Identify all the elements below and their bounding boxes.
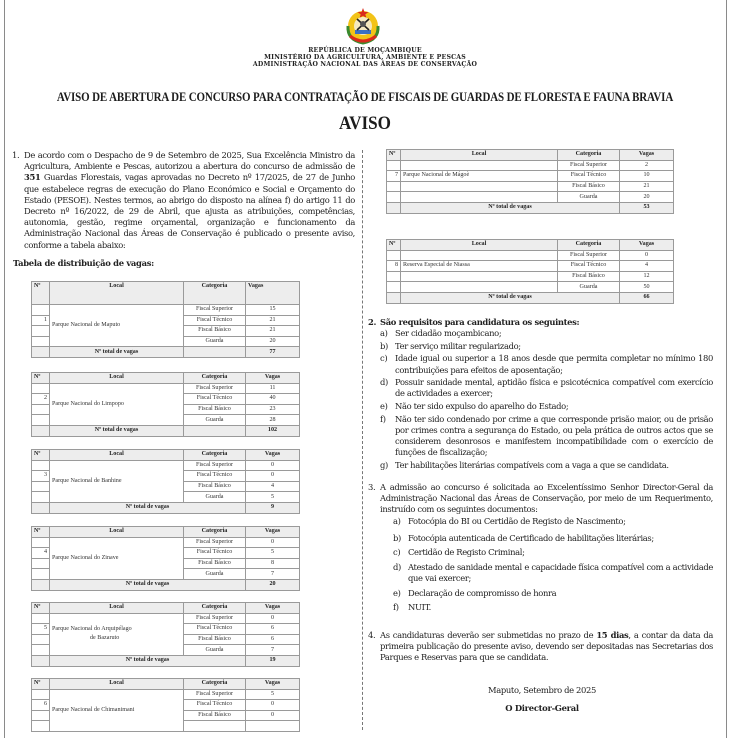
vacancies: 10 [620, 171, 674, 182]
list-text: Fotocópia autenticada de Certificado de habilitações literárias; [408, 532, 654, 543]
header-categoria: Categoria [184, 373, 246, 384]
category: Guarda [184, 492, 246, 503]
total-row [32, 655, 300, 666]
table-row [387, 271, 674, 282]
category: Fiscal Superior [184, 383, 246, 394]
vacancies: 21 [246, 315, 300, 326]
total-value: 102 [246, 425, 300, 436]
list-text: Atestado de sanidade mental e capacidade física compatível com a actividade que vai exercer; [408, 561, 713, 584]
list-text: Não ter sido condenado por crime a que corresponde prisão maior, ou de prisão por crimes contra a segurança do Estado, ou pela prática de outros actos que se considerem desonrosos e manifestem incompatibilidade com o exercício de funções de fiscalização; [395, 413, 713, 458]
table-row [32, 305, 300, 316]
category: Fiscal Técnico [184, 394, 246, 405]
list-item [380, 377, 713, 399]
vacancies: 23 [246, 404, 300, 415]
table-row [387, 171, 674, 182]
local-empty [401, 271, 558, 282]
table-row [387, 282, 674, 293]
row-number: 3 [32, 471, 50, 482]
row-number [387, 250, 401, 261]
header-vagas: Vagas [246, 373, 300, 384]
total-row [32, 425, 300, 436]
header-categoria: Categoria [184, 282, 246, 305]
row-number: 7 [387, 171, 401, 182]
list-item [380, 460, 713, 471]
header-categoria: Categoria [184, 679, 246, 690]
category: Fiscal Básico [184, 558, 246, 569]
place-date: Maputo, Setembro de 2025 [488, 685, 596, 695]
vacancy-table [31, 281, 300, 358]
total-row [32, 502, 300, 513]
category: Fiscal Técnico [184, 471, 246, 482]
category: Fiscal Básico [184, 710, 246, 721]
table-row [32, 383, 300, 394]
category: Fiscal Técnico [184, 624, 246, 635]
row-number [387, 181, 401, 192]
vacancies: 15 [246, 305, 300, 316]
local-name [401, 250, 558, 261]
category: Fiscal Superior [184, 537, 246, 548]
row-number [32, 634, 50, 645]
vacancy-table [31, 449, 300, 514]
vacancies: 12 [620, 271, 674, 282]
local-name-text: Parque Nacional de Maputo [52, 322, 121, 329]
documents-list [393, 516, 713, 614]
row-number [32, 305, 50, 316]
local-name [50, 537, 184, 579]
row-number [32, 460, 50, 471]
category: Fiscal Técnico [184, 700, 246, 711]
row-number: 1 [32, 315, 50, 326]
header-num: Nº [32, 282, 50, 305]
local-name [50, 460, 184, 502]
total-value: 19 [246, 655, 300, 666]
list-letter: b) [380, 340, 388, 351]
row-number [32, 613, 50, 624]
list-text: NUIT. [408, 602, 431, 613]
total-value: 53 [620, 202, 674, 213]
vacancies: 4 [246, 481, 300, 492]
total-label: Nº total de vagas [50, 502, 246, 513]
list-letter: d) [380, 377, 388, 388]
administration-header: ADMINISTRAÇÃO NACIONAL DAS ÁREAS DE CONSERVAÇÃO [252, 61, 478, 68]
list-item [380, 414, 713, 459]
section-4 [368, 630, 713, 664]
vacancies: 0 [246, 710, 300, 721]
table-row [387, 181, 674, 192]
category: Fiscal Técnico [558, 171, 620, 182]
list-letter: a) [380, 328, 388, 339]
list-text: Ser cidadão moçambicano; [395, 328, 502, 339]
vacancies: 21 [246, 326, 300, 337]
category: Fiscal Básico [184, 481, 246, 492]
vacancy-table [31, 526, 300, 591]
list-text: Não ter sido expulso do aparelho do Estado; [395, 400, 569, 411]
total-row [32, 347, 300, 358]
header-local: Local [50, 282, 184, 305]
total-value: 20 [246, 579, 300, 590]
list-item [380, 328, 713, 339]
list-text: Possuir sanidade mental, aptidão física e psicotécnica compatível com exercício de actividades a exercer; [395, 377, 713, 399]
list-item [380, 353, 713, 375]
list-item [393, 602, 713, 613]
vacancies: 6 [246, 624, 300, 635]
local-empty [401, 192, 558, 203]
category: Fiscal Superior [184, 460, 246, 471]
vacancy-table [31, 372, 300, 437]
table-row [387, 261, 674, 272]
header-local: Local [50, 373, 184, 384]
vacancies: 0 [246, 471, 300, 482]
row-number [32, 415, 50, 426]
category: Fiscal Técnico [558, 261, 620, 272]
header-vagas: Vagas [620, 150, 674, 161]
category: Fiscal Básico [184, 634, 246, 645]
vacancies: 7 [246, 645, 300, 656]
requirements-list [380, 328, 713, 471]
total-value: 77 [246, 347, 300, 358]
category: Fiscal Superior [184, 689, 246, 700]
section-4-text-a: As candidaturas deverão ser submetidas no prazo de [380, 630, 597, 640]
table-row [387, 250, 674, 261]
category: Fiscal Superior [558, 250, 620, 261]
header-local: Local [401, 240, 558, 251]
header-local: Local [50, 450, 184, 461]
row-number [32, 481, 50, 492]
cell-cut-off [184, 721, 246, 732]
list-text: Fotocópia do BI ou Certidão de Registo de Nascimento; [408, 515, 626, 526]
total-blank [32, 502, 50, 513]
category: Fiscal Superior [184, 613, 246, 624]
list-letter: f) [393, 602, 399, 613]
local-name [50, 689, 184, 731]
section-3 [368, 482, 713, 617]
header-num: Nº [32, 679, 50, 690]
vacancies: 40 [246, 394, 300, 405]
category: Guarda [184, 415, 246, 426]
row-number [32, 326, 50, 337]
local-empty: Reserva Especial de Niassa [401, 261, 558, 272]
section-2 [368, 317, 713, 472]
header-vagas: Vagas [246, 603, 300, 614]
list-text: Declaração de compromisso de honra [408, 587, 557, 598]
list-text: Ter habilitações literárias compatíveis com a vaga a que se candidata. [395, 459, 669, 470]
list-item [380, 341, 713, 352]
category: Fiscal Básico [558, 271, 620, 282]
total-blank [387, 292, 401, 303]
local-empty [401, 181, 558, 192]
list-item [393, 588, 713, 599]
header-num: Nº [32, 450, 50, 461]
list-item [393, 562, 713, 584]
header-categoria: Categoria [558, 150, 620, 161]
vacancies: 0 [246, 700, 300, 711]
header-num: Nº [32, 527, 50, 538]
header-local: Local [50, 603, 184, 614]
total-blank-category [184, 347, 246, 358]
vacancies: 0 [246, 460, 300, 471]
header-categoria: Categoria [558, 240, 620, 251]
local-name-text: Parque Nacional do Limpopo [52, 400, 124, 407]
vacancy-table-title: Tabela de distribuição de vagas: [13, 258, 154, 268]
total-blank [387, 202, 401, 213]
republic-header: REPÚBLICA DE MOÇAMBIQUE [308, 47, 422, 54]
table-row [32, 460, 300, 471]
total-value: 9 [246, 502, 300, 513]
vacancy-table [386, 239, 674, 304]
category: Fiscal Básico [184, 326, 246, 337]
header-vagas: Vagas [246, 527, 300, 538]
list-item [393, 547, 713, 558]
total-value: 66 [620, 292, 674, 303]
list-item [393, 533, 713, 544]
category: Fiscal Básico [558, 181, 620, 192]
row-number [32, 569, 50, 580]
local-empty [401, 282, 558, 293]
list-text: Idade igual ou superior a 18 anos desde que permita completar no mínimo 180 contribuições para efeitos de aposentação; [395, 353, 713, 375]
category: Fiscal Básico [184, 404, 246, 415]
row-number [32, 492, 50, 503]
category: Guarda [558, 192, 620, 203]
vacancies: 21 [620, 181, 674, 192]
section-4-text-b: , a contar da data da primeira publicação do presente aviso, devendo ser depositadas nas Secretarias dos Parques e Reservas para que se candidata. [380, 630, 713, 663]
list-letter: e) [393, 587, 401, 598]
local-name [50, 613, 184, 655]
row-number [387, 192, 401, 203]
section-1-text-b: Guardas Florestais, vagas aprovadas no Decreto nº 17/2025, de 27 de Junho que estabelece regras de execução do Plano Económico e Social e Orçamento do Estado (PESOE). Nestes termos, ao abrigo do disposto na alínea f) do artigo 11 do Decreto nº 16/2022, de 29 de Abril, que ajusta as atribuições, competências, autonomia, gestão, regime orçamental, organização e funcionamento da Administração Nacional das Áreas de Conservação é publicado o presente aviso, conforme a tabela abaixo: [24, 172, 355, 250]
local-name-text-2: de Bazaruto [90, 635, 120, 642]
category: Guarda [184, 336, 246, 347]
header-num: Nº [32, 373, 50, 384]
vacancies: 50 [620, 282, 674, 293]
row-number: 6 [32, 700, 50, 711]
list-letter: g) [380, 459, 388, 470]
row-number: 4 [32, 548, 50, 559]
column-divider [362, 150, 363, 730]
vacancies: 0 [620, 250, 674, 261]
row-number [32, 404, 50, 415]
row-number: 8 [387, 261, 401, 272]
category: Fiscal Superior [184, 305, 246, 316]
header-categoria: Categoria [184, 603, 246, 614]
table-row [32, 537, 300, 548]
total-blank [32, 655, 50, 666]
section-2-heading: São requisitos para candidatura os seguintes: [380, 317, 580, 327]
total-label: Nº total de vagas [401, 292, 620, 303]
row-number [32, 336, 50, 347]
local-name-text: Parque Nacional de Banhine [52, 477, 122, 484]
row-number: 5 [32, 624, 50, 635]
vacancies: 20 [620, 192, 674, 203]
document-subtitle: AVISO [339, 113, 391, 134]
category: Guarda [184, 569, 246, 580]
ministry-header: MINISTÉRIO DA AGRICULTURA, AMBIENTE E PESCAS [264, 54, 466, 61]
row-number [32, 383, 50, 394]
total-blank [32, 579, 50, 590]
vacancies: 0 [246, 613, 300, 624]
header-local: Local [50, 679, 184, 690]
local-name [401, 160, 558, 171]
list-letter: d) [393, 561, 401, 572]
list-text: Certidão de Registo Criminal; [408, 547, 525, 558]
document-title: AVISO DE ABERTURA DE CONCURSO PARA CONTRATAÇÃO DE FISCAIS DE GUARDAS DE FLORESTA E FAUNA BRAVIA [56, 90, 674, 104]
local-name-text: Parque Nacional do Arquipélago [52, 626, 132, 633]
vacancies: 5 [246, 548, 300, 559]
section-3-text: A admissão ao concurso é solicitada ao Excelentíssimo Senhor Director-Geral da Administração Nacional das Áreas de Conservação, por meio de um Requerimento, instruído com os seguintes documentos: [380, 482, 713, 515]
section-4-deadline: 15 dias [596, 630, 629, 640]
row-number [32, 558, 50, 569]
header-categoria: Categoria [184, 527, 246, 538]
total-blank-category [184, 425, 246, 436]
total-label: Nº total de vagas [50, 347, 184, 358]
header-vagas: Vagas [246, 450, 300, 461]
list-letter: c) [393, 547, 401, 558]
total-label: Nº total de vagas [50, 655, 246, 666]
list-letter: b) [393, 532, 401, 543]
vacancies: 0 [246, 537, 300, 548]
category: Guarda [184, 645, 246, 656]
section-2-number: 2. [368, 317, 377, 327]
header-vagas: Vagas [620, 240, 674, 251]
total-blank [32, 425, 50, 436]
total-label: Nº total de vagas [50, 425, 184, 436]
local-name [50, 383, 184, 425]
row-number [387, 160, 401, 171]
category: Fiscal Técnico [184, 548, 246, 559]
row-number [32, 710, 50, 721]
local-name-text: Parque Nacional do Zinave [52, 554, 119, 561]
cell-cut-off [32, 721, 50, 732]
header-local: Local [401, 150, 558, 161]
list-letter: a) [393, 515, 401, 526]
section-1 [12, 150, 355, 251]
list-letter: c) [380, 353, 388, 364]
list-item [380, 401, 713, 412]
signature: O Director-Geral [505, 703, 579, 713]
section-3-number: 3. [368, 482, 376, 492]
list-letter: e) [380, 400, 388, 411]
table-row [387, 160, 674, 171]
vacancies: 2 [620, 160, 674, 171]
header-local: Local [50, 527, 184, 538]
row-number [387, 271, 401, 282]
total-row [32, 579, 300, 590]
vacancy-table [31, 602, 300, 667]
table-row [387, 192, 674, 203]
list-letter: f) [380, 413, 386, 424]
row-number [32, 689, 50, 700]
row-number: 2 [32, 394, 50, 405]
table-row [32, 689, 300, 700]
local-name-text: Parque Nacional de Chimanimani [52, 706, 135, 713]
category: Fiscal Técnico [184, 315, 246, 326]
vacancies: 11 [246, 383, 300, 394]
total-label: Nº total de vagas [50, 579, 246, 590]
header-categoria: Categoria [184, 450, 246, 461]
header-num: Nº [32, 603, 50, 614]
vacancy-table [31, 678, 300, 732]
total-label: Nº total de vagas [401, 202, 620, 213]
vacancies: 4 [620, 261, 674, 272]
vacancies: 5 [246, 689, 300, 700]
vacancies: 28 [246, 415, 300, 426]
vacancies: 7 [246, 569, 300, 580]
vacancies: 8 [246, 558, 300, 569]
total-blank [32, 347, 50, 358]
header-num: Nº [387, 240, 401, 251]
total-row [387, 202, 674, 213]
list-text: Ter serviço militar regularizado; [395, 340, 521, 351]
local-name [50, 305, 184, 347]
row-number [32, 537, 50, 548]
section-1-vacancy-count: 351 [24, 172, 41, 183]
header-vagas: Vagas [246, 282, 300, 305]
vacancies: 5 [246, 492, 300, 503]
local-empty: Parque Nacional de Mágoè [401, 171, 558, 182]
coat-of-arms-icon [341, 6, 385, 46]
row-number [32, 645, 50, 656]
category: Fiscal Superior [558, 160, 620, 171]
list-item [393, 516, 713, 527]
header-vagas: Vagas [246, 679, 300, 690]
vacancies: 6 [246, 634, 300, 645]
category: Guarda [558, 282, 620, 293]
section-4-number: 4. [368, 630, 376, 640]
row-number [387, 282, 401, 293]
total-row [387, 292, 674, 303]
section-1-number: 1. [12, 150, 20, 160]
header-num: Nº [387, 150, 401, 161]
vacancies: 20 [246, 336, 300, 347]
vacancy-table [386, 149, 674, 214]
section-1-text-a: De acordo com o Despacho de 9 de Setembro de 2025, Sua Excelência Ministro da Agricultura, Ambiente e Pescas, autorizou a abertura do concurso de admissão de [24, 150, 355, 172]
cell-cut-off [246, 721, 300, 732]
table-row [32, 613, 300, 624]
